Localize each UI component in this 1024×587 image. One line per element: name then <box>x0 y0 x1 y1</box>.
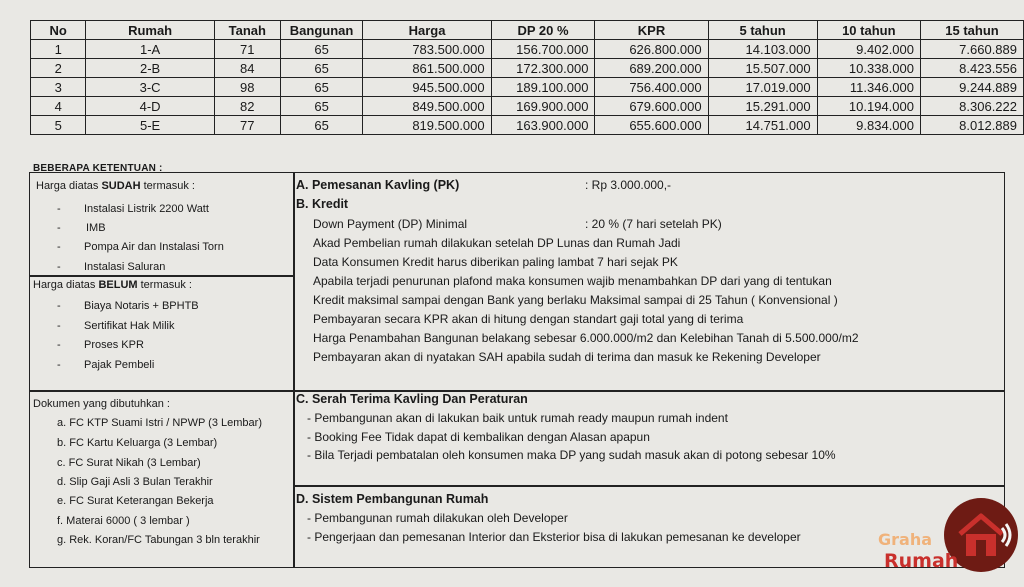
col-header-rumah: Rumah <box>86 21 214 40</box>
cell-15-tahun: 8.423.556 <box>921 59 1024 78</box>
dokumen-item: g. Rek. Koran/FC Tabungan 3 bln terakhir <box>57 534 260 546</box>
cell-tanah: 84 <box>214 59 280 78</box>
sudah-heading: Harga diatas SUDAH termasuk : <box>36 180 195 192</box>
cell-no: 1 <box>31 40 86 59</box>
cell-harga: 819.500.000 <box>363 116 491 135</box>
belum-item: Pajak Pembeli <box>84 359 155 371</box>
logo-word-rumah: Rumah <box>884 550 959 572</box>
dash-bullet: - <box>57 222 61 234</box>
kredit-line: Pembayaran secara KPR akan di hitung dengan standart gaji total yang di terima <box>313 312 744 326</box>
dash-bullet: - <box>57 320 61 332</box>
cell-kpr: 655.600.000 <box>595 116 708 135</box>
col-header-15-tahun: 15 tahun <box>921 21 1024 40</box>
col-header-bangunan: Bangunan <box>280 21 363 40</box>
section-b-title: B. Kredit <box>296 197 349 211</box>
cell-bangunan: 65 <box>280 97 363 116</box>
cell-kpr: 689.200.000 <box>595 59 708 78</box>
cell-15-tahun: 9.244.889 <box>921 78 1024 97</box>
price-table <box>30 20 1024 135</box>
cell-kpr: 756.400.000 <box>595 78 708 97</box>
section-a-title: A. Pemesanan Kavling (PK) <box>296 178 460 192</box>
col-header-no: No <box>31 21 86 40</box>
dp-label: Down Payment (DP) Minimal <box>313 217 468 231</box>
cell-5-tahun: 15.291.000 <box>708 97 817 116</box>
cell-rumah: 4-D <box>86 97 214 116</box>
cell-harga: 849.500.000 <box>363 97 491 116</box>
table-row <box>31 59 1024 78</box>
divider-c-d <box>293 485 1005 487</box>
dash-bullet: - <box>57 300 61 312</box>
cell-rumah: 2-B <box>86 59 214 78</box>
dp-value: : 20 % (7 hari setelah PK) <box>585 217 722 231</box>
kredit-line: Pembayaran akan di nyatakan SAH apabila sudah di terima dan masuk ke Rekening Developer <box>313 350 821 364</box>
cell-harga: 861.500.000 <box>363 59 491 78</box>
cell-dp: 189.100.000 <box>491 78 595 97</box>
sudah-item: Instalasi Listrik 2200 Watt <box>84 203 209 215</box>
col-header-5-tahun: 5 tahun <box>708 21 817 40</box>
cell-10-tahun: 9.402.000 <box>817 40 920 59</box>
cell-tanah: 77 <box>214 116 280 135</box>
cell-5-tahun: 14.103.000 <box>708 40 817 59</box>
kredit-line: Kredit maksimal sampai dengan Bank yang berlaku Maksimal sampai di 25 Tahun ( Konvensional ) <box>313 293 838 307</box>
cell-tanah: 98 <box>214 78 280 97</box>
cell-10-tahun: 11.346.000 <box>817 78 920 97</box>
cell-no: 4 <box>31 97 86 116</box>
cell-15-tahun: 7.660.889 <box>921 40 1024 59</box>
cell-harga: 945.500.000 <box>363 78 491 97</box>
col-header-dp: DP 20 % <box>491 21 595 40</box>
col-header-10-tahun: 10 tahun <box>817 21 920 40</box>
cell-rumah: 5-E <box>86 116 214 135</box>
cell-bangunan: 65 <box>280 40 363 59</box>
section-d-title: D. Sistem Pembangunan Rumah <box>296 492 489 506</box>
cell-15-tahun: 8.012.889 <box>921 116 1024 135</box>
table-row <box>31 40 1024 59</box>
dokumen-item: b. FC Kartu Keluarga (3 Lembar) <box>57 437 218 449</box>
cell-kpr: 679.600.000 <box>595 97 708 116</box>
cell-dp: 172.300.000 <box>491 59 595 78</box>
col-header-harga: Harga <box>363 21 491 40</box>
dash-bullet: - <box>57 241 61 253</box>
cell-10-tahun: 10.338.000 <box>817 59 920 78</box>
cell-tanah: 71 <box>214 40 280 59</box>
sudah-item: Instalasi Saluran <box>84 261 166 273</box>
dokumen-item: d. Slip Gaji Asli 3 Bulan Terakhir <box>57 476 213 488</box>
cell-no: 3 <box>31 78 86 97</box>
sistem-pembangunan-line: - Pembangunan rumah dilakukan oleh Developer <box>307 511 568 525</box>
dash-bullet: - <box>57 203 61 215</box>
dash-bullet: - <box>57 261 61 273</box>
dokumen-item: f. Materai 6000 ( 3 lembar ) <box>57 515 190 527</box>
cell-5-tahun: 14.751.000 <box>708 116 817 135</box>
dokumen-heading: Dokumen yang dibutuhkan : <box>33 398 170 410</box>
dokumen-item: c. FC Surat Nikah (3 Lembar) <box>57 457 201 469</box>
serah-terima-line: - Booking Fee Tidak dapat di kembalikan dengan Alasan apapun <box>307 430 650 444</box>
kredit-line: Data Konsumen Kredit harus diberikan paling lambat 7 hari sejak PK <box>313 255 678 269</box>
cell-dp: 169.900.000 <box>491 97 595 116</box>
table-row <box>31 116 1024 135</box>
dash-bullet: - <box>57 339 61 351</box>
cell-rumah: 1-A <box>86 40 214 59</box>
table-header-row <box>31 21 1024 40</box>
serah-terima-line: - Pembangunan akan di lakukan baik untuk rumah ready maupun rumah indent <box>307 411 728 425</box>
cell-no: 5 <box>31 116 86 135</box>
table-row <box>31 97 1024 116</box>
graha-rumah-logo <box>878 498 1024 587</box>
section-c-title: C. Serah Terima Kavling Dan Peraturan <box>296 392 528 406</box>
cell-tanah: 82 <box>214 97 280 116</box>
logo-word-graha: Graha <box>878 530 933 549</box>
kredit-line: Harga Penambahan Bangunan belakang sebesar 6.000.000/m2 dan Kelebihan Tanah di 5.500.000/m2 <box>313 331 859 345</box>
column-divider <box>293 172 295 568</box>
belum-item: Biaya Notaris + BPHTB <box>84 300 199 312</box>
serah-terima-line: - Bila Terjadi pembatalan oleh konsumen maka DP yang sudah masuk akan di potong sebesar 10% <box>307 448 836 462</box>
col-header-tanah: Tanah <box>214 21 280 40</box>
belum-item: Sertifikat Hak Milik <box>84 320 175 332</box>
belum-item: Proses KPR <box>84 339 144 351</box>
section-a-value: : Rp 3.000.000,- <box>585 178 672 192</box>
dash-bullet: - <box>57 359 61 371</box>
kredit-line: Akad Pembelian rumah dilakukan setelah DP Lunas dan Rumah Jadi <box>313 236 681 250</box>
cell-rumah: 3-C <box>86 78 214 97</box>
table-row <box>31 78 1024 97</box>
cell-bangunan: 65 <box>280 78 363 97</box>
cell-bangunan: 65 <box>280 116 363 135</box>
cell-10-tahun: 9.834.000 <box>817 116 920 135</box>
cell-bangunan: 65 <box>280 59 363 78</box>
divider-sudah-belum <box>29 275 294 277</box>
cell-5-tahun: 15.507.000 <box>708 59 817 78</box>
sudah-item: Pompa Air dan Instalasi Torn <box>84 241 224 253</box>
cell-5-tahun: 17.019.000 <box>708 78 817 97</box>
ketentuan-box <box>29 172 1005 568</box>
sudah-item: IMB <box>86 222 106 234</box>
ketentuan-title: BEBERAPA KETENTUAN : <box>33 163 163 174</box>
cell-15-tahun: 8.306.222 <box>921 97 1024 116</box>
cell-dp: 156.700.000 <box>491 40 595 59</box>
belum-heading: Harga diatas BELUM termasuk : <box>33 279 192 291</box>
cell-kpr: 626.800.000 <box>595 40 708 59</box>
dokumen-item: e. FC Surat Keterangan Bekerja <box>57 495 214 507</box>
sistem-pembangunan-line: - Pengerjaan dan pemesanan Interior dan Eksterior bisa di lakukan pemesanan ke developer <box>307 530 801 544</box>
cell-harga: 783.500.000 <box>363 40 491 59</box>
cell-dp: 163.900.000 <box>491 116 595 135</box>
cell-10-tahun: 10.194.000 <box>817 97 920 116</box>
dokumen-item: a. FC KTP Suami Istri / NPWP (3 Lembar) <box>57 417 262 429</box>
cell-no: 2 <box>31 59 86 78</box>
col-header-kpr: KPR <box>595 21 708 40</box>
kredit-line: Apabila terjadi penurunan plafond maka konsumen wajib menambahkan DP dari yang di tentukan <box>313 274 832 288</box>
